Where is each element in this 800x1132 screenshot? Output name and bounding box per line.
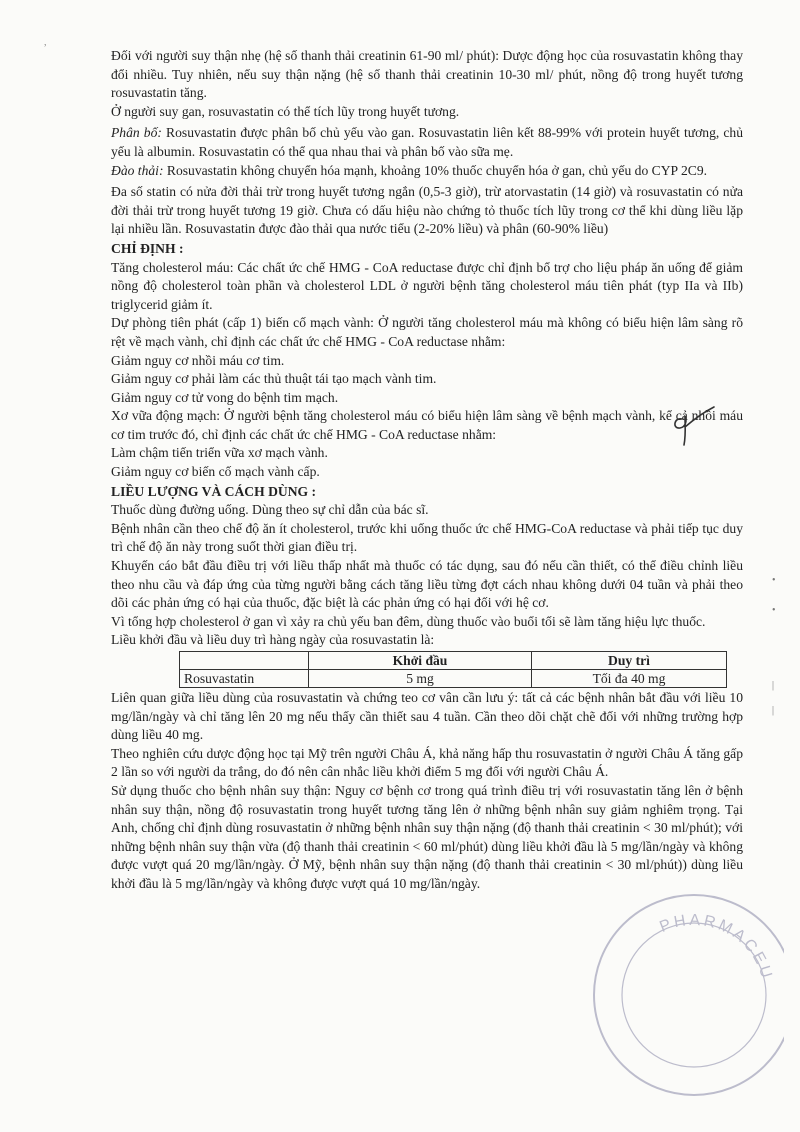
paragraph-hepatic: Ở người suy gan, rosuvastatin có thể tích lũy trong huyết tương.	[111, 103, 460, 119]
indication-line: Giảm nguy cơ nhồi máu cơ tim.	[111, 352, 285, 368]
indication-line: Làm chậm tiến triển vữa xơ mạch vành.	[111, 445, 328, 461]
paragraph-distribution	[111, 124, 743, 161]
heading-dosage: LIỀU LƯỢNG VÀ CÁCH DÙNG :	[111, 483, 317, 499]
dosage-line: Khuyến cáo bắt đầu điều trị với liều thấp nhất mà thuốc có tác dụng, sau đó nếu cần thiết, có thể điều chỉnh liều theo nhu cầu và đáp ứng của từng người bằng cách tăng liều từng đợt cách nhau không dưới 04 tuần và phải theo dõi các phản ứng có hại của thuốc, đặc biệt là các phản ứng có hại đối với hệ cơ.	[111, 558, 743, 611]
distribution-text: Rosuvastatin được phân bố chủ yếu vào gan. Rosuvastatin liên kết 88-99% với protein huyết tương, chủ yếu là albumin. Rosuvastatin có thể qua nhau thai và phân bố vào sữa mẹ.	[111, 125, 744, 159]
indication-line: Tăng cholesterol máu: Các chất ức chế HMG - CoA reductase được chỉ định bổ trợ cho liệu pháp ăn uống để giảm nồng độ cholesterol toàn phần và cholesterol LDL ở người bệnh tăng cholesterol máu tiên phát (typ IIa và IIb) triglycerid giảm ít.	[111, 259, 743, 312]
paragraph-renal: Đối với người suy thận nhẹ (hệ số thanh thải creatinin 61-90 ml/ phút): Dược động học của rosuvastatin không thay đổi nhiều. Tuy nhiên, nếu suy thận nặng (hệ số thanh thải creatinin 10-30 ml/ phút, nồng độ trong huyết tương rosuvastatin tăng.	[111, 48, 743, 101]
dosage-table	[179, 651, 727, 688]
dosage-line: Liên quan giữa liều dùng của rosuvastatin và chứng teo cơ vân cần lưu ý: tất cả các bệnh nhân bắt đầu với liều 10 mg/lần/ngày và chỉ tăng lên 20 mg nếu thấy cần thiết sau 4 tuần. Cần theo dõi chặt chẽ đối với những trường hợp dùng liều 40 mg.	[111, 690, 743, 743]
table-header-cell: Duy trì	[532, 652, 727, 670]
margin-mark: •	[772, 575, 776, 586]
table-header-row	[180, 652, 727, 670]
dosage-line: Bệnh nhân cần theo chế độ ăn ít cholesterol, trước khi uống thuốc ức chế HMG-CoA reductase và phải tiếp tục duy trì chế độ ăn này trong suốt thời gian điều trị.	[111, 520, 743, 555]
dosage-line: Thuốc dùng đường uống. Dùng theo sự chỉ dẫn của bác sĩ.	[111, 502, 429, 518]
table-row	[180, 670, 727, 688]
table-cell-drug: Rosuvastatin	[180, 670, 309, 688]
dosage-line: Sử dụng thuốc cho bệnh nhân suy thận: Nguy cơ bệnh cơ trong quá trình điều trị với rosuvastatin tăng lên ở bệnh nhân suy thận, nồng độ rosuvastatin trong huyết tương tăng lên ở những bệnh nhân suy giảm nghiêm trọng. Tại Anh, chống chỉ định dùng rosuvastatin ở những bệnh nhân suy thận nặng (độ thanh thải creatinin < 30 ml/phút); với những bệnh nhân suy thận vừa (độ thanh thải creatinin < 60 ml/phút) dùng liều khởi đầu là 5 mg/lần/ngày và không được vượt quá 20 mg/lần/ngày. Ở Mỹ, bệnh nhân suy thận nặng (độ thanh thải creatinin < 30 ml/phút)) dùng liều khởi đầu là 5 mg/lần/ngày và không được vượt quá 10 mg/lần/ngày.	[111, 782, 743, 891]
table-header-cell: Khởi đầu	[309, 652, 532, 670]
stamp-text: PHARMACEU	[657, 911, 776, 983]
dosage-line: Theo nghiên cứu dược động học tại Mỹ trên người Châu Á, khả năng hấp thu rosuvastatin ở người Châu Á tăng gấp 2 lần so với người da trắng, do đó nên cân nhắc liều khởi điểm 5 mg đối với người Châu Á.	[111, 745, 743, 780]
corner-mark: ,	[44, 37, 47, 48]
table-cell-maintenance: Tối đa 40 mg	[532, 670, 727, 688]
elimination-text: Rosuvastatin không chuyển hóa mạnh, khoảng 10% thuốc chuyển hóa ở gan, chủ yếu do CYP 2C9.	[163, 162, 708, 178]
indication-line: Xơ vữa động mạch: Ở người bệnh tăng cholesterol máu có biểu hiện lâm sàng về bệnh mạch vành, kể cả nhồi máu cơ tim trước đó, chỉ định các chất ức chế HMG - CoA reductase nhằm:	[111, 408, 743, 442]
table-cell-initial: 5 mg	[309, 670, 532, 688]
indication-line: Giảm nguy cơ phải làm các thủ thuật tái tạo mạch vành tim.	[111, 371, 437, 387]
paragraph-elimination	[111, 162, 743, 181]
margin-mark: •	[772, 605, 776, 616]
distribution-label: Phân bố:	[111, 125, 162, 141]
dosage-line: Vì tổng hợp cholesterol ở gan vì xảy ra chủ yếu ban đêm, dùng thuốc vào buổi tối sẽ làm tăng hiệu lực thuốc.	[111, 613, 706, 629]
signature-mark	[668, 405, 718, 456]
document-page	[111, 47, 743, 894]
paragraph-half-life: Đa số statin có nửa đời thải trừ trong huyết tương ngắn (0,5-3 giờ), trừ atorvastatin (14 giờ) và rosuvastatin có nửa đời thải trừ trong huyết tương 19 giờ. Chưa có dấu hiệu nào chứng tỏ thuốc tích lũy trong cơ thể khi dùng liều lặp lại nhiều lần. Rosuvastatin được đào thải qua nước tiểu (2-20% liều) và phân (60-90% liều)	[111, 184, 743, 237]
dosage-line: Liều khởi đầu và liều duy trì hàng ngày của rosuvastatin là:	[111, 632, 435, 648]
margin-mark: |	[772, 705, 775, 716]
elimination-label: Đào thải:	[111, 162, 164, 178]
table-header-cell	[180, 652, 309, 670]
margin-mark: |	[772, 680, 775, 691]
indication-line: Giảm nguy cơ tử vong do bệnh tim mạch.	[111, 389, 339, 405]
heading-indications: CHỈ ĐỊNH :	[111, 240, 184, 256]
indication-line: Dự phòng tiên phát (cấp 1) biến cố mạch vành: Ở người tăng cholesterol máu mà không có biểu hiện lâm sàng rõ rệt về mạch vành, chỉ định các chất ức chế HMG - CoA reductase nhằm:	[111, 315, 743, 349]
indication-line: Giảm nguy cơ biến cố mạch vành cấp.	[111, 464, 320, 480]
pharmacy-stamp	[584, 885, 784, 1110]
